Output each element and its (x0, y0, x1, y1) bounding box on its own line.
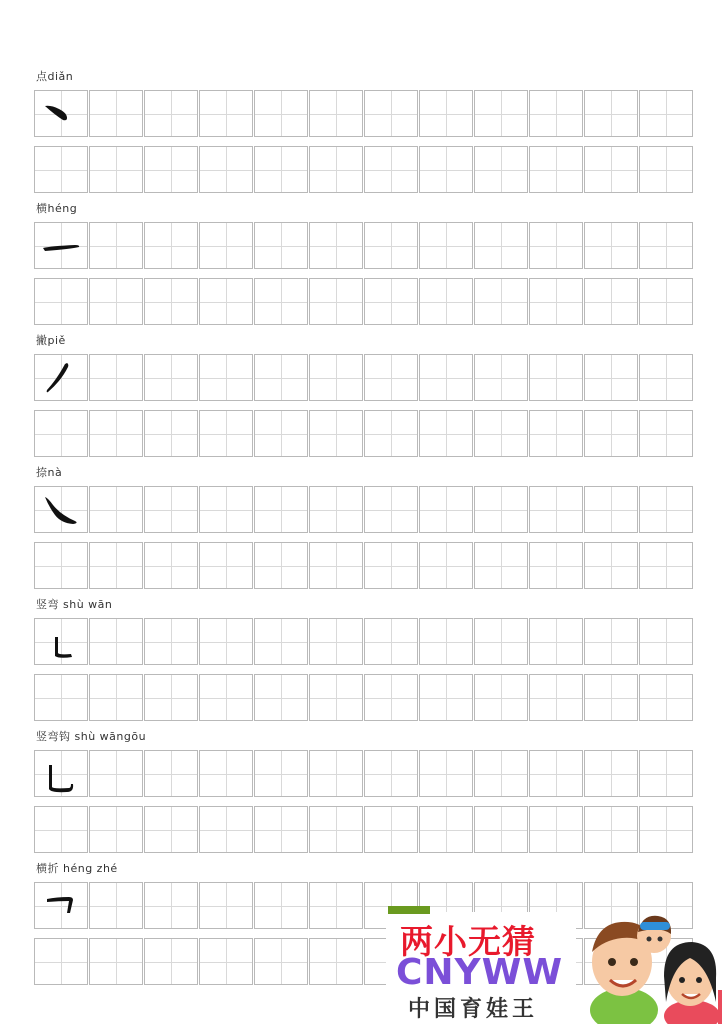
practice-cell (584, 410, 638, 457)
practice-cell (584, 542, 638, 589)
practice-cell (309, 674, 363, 721)
practice-cell (309, 146, 363, 193)
practice-cell (474, 486, 528, 533)
practice-cell (199, 410, 253, 457)
practice-cell (309, 750, 363, 797)
practice-cell (474, 222, 528, 269)
stroke-label: 竖弯钩 shù wāngōu (36, 730, 147, 743)
logo-accent-bar (388, 906, 430, 914)
practice-cell (199, 674, 253, 721)
stroke-label: 撇piě (36, 334, 66, 347)
children-mascot-illustration (572, 906, 722, 1024)
practice-cell (254, 882, 308, 929)
practice-cell (89, 674, 143, 721)
practice-cell (474, 806, 528, 853)
practice-cell (474, 750, 528, 797)
practice-cell (529, 486, 583, 533)
practice-cell (364, 410, 418, 457)
stroke-label: 竖弯 shù wān (36, 598, 113, 611)
practice-cell (144, 806, 198, 853)
practice-cell (584, 222, 638, 269)
practice-cell (309, 618, 363, 665)
practice-cell (474, 354, 528, 401)
practice-cell (144, 90, 198, 137)
practice-cell (419, 222, 473, 269)
practice-cell (199, 882, 253, 929)
practice-cell (419, 90, 473, 137)
practice-cell (309, 90, 363, 137)
practice-cell (474, 278, 528, 325)
example-stroke-cell (34, 354, 88, 401)
practice-cell (364, 354, 418, 401)
practice-cell (639, 410, 693, 457)
practice-cell (419, 618, 473, 665)
practice-cell (144, 146, 198, 193)
practice-cell (89, 486, 143, 533)
practice-cell (89, 938, 143, 985)
practice-cell (309, 486, 363, 533)
practice-cell (199, 354, 253, 401)
practice-cell (144, 410, 198, 457)
practice-cell (364, 806, 418, 853)
practice-cell (309, 542, 363, 589)
practice-cell (89, 750, 143, 797)
stroke-dian-glyph (35, 91, 89, 138)
practice-cell (364, 90, 418, 137)
example-stroke-cell (34, 90, 88, 137)
practice-cell (529, 674, 583, 721)
practice-cell (254, 410, 308, 457)
practice-cell (419, 542, 473, 589)
practice-cell (144, 222, 198, 269)
practice-cell (584, 674, 638, 721)
practice-cell (89, 278, 143, 325)
practice-row (34, 278, 692, 325)
practice-cell (419, 354, 473, 401)
practice-cell (254, 806, 308, 853)
practice-cell (639, 146, 693, 193)
practice-cell (419, 806, 473, 853)
logo-title: 两小无猜 (400, 922, 536, 961)
practice-cell (89, 542, 143, 589)
practice-cell (89, 410, 143, 457)
stroke-label: 捺nà (36, 466, 63, 479)
example-stroke-cell (34, 882, 88, 929)
practice-cell (144, 542, 198, 589)
practice-cell (199, 806, 253, 853)
practice-cell (199, 278, 253, 325)
practice-cell (89, 882, 143, 929)
practice-cell (639, 486, 693, 533)
practice-cell (89, 146, 143, 193)
practice-cell (364, 222, 418, 269)
practice-cell (254, 486, 308, 533)
stroke-label: 横折 héng zhé (36, 862, 118, 875)
practice-cell (309, 354, 363, 401)
practice-cell (34, 674, 88, 721)
practice-cell (199, 146, 253, 193)
stroke-heng-glyph (35, 223, 89, 270)
practice-cell (309, 938, 363, 985)
practice-cell (584, 618, 638, 665)
practice-cell (529, 90, 583, 137)
stroke-label: 横héng (36, 202, 78, 215)
practice-cell (529, 750, 583, 797)
practice-cell (309, 222, 363, 269)
practice-cell (144, 938, 198, 985)
example-stroke-cell (34, 618, 88, 665)
practice-cell (364, 146, 418, 193)
practice-cell (144, 486, 198, 533)
practice-cell (34, 278, 88, 325)
practice-cell (89, 618, 143, 665)
practice-row (34, 410, 692, 457)
practice-cell (474, 146, 528, 193)
practice-row (34, 354, 692, 401)
practice-cell (199, 750, 253, 797)
practice-cell (639, 750, 693, 797)
practice-cell (419, 674, 473, 721)
practice-cell (309, 410, 363, 457)
practice-cell (34, 938, 88, 985)
practice-cell (474, 674, 528, 721)
practice-cell (419, 486, 473, 533)
practice-cell (474, 410, 528, 457)
practice-row (34, 146, 692, 193)
practice-cell (419, 146, 473, 193)
practice-cell (199, 938, 253, 985)
practice-cell (364, 674, 418, 721)
practice-cell (89, 222, 143, 269)
practice-cell (529, 410, 583, 457)
practice-cell (254, 90, 308, 137)
practice-cell (254, 938, 308, 985)
stroke-label: 点diǎn (36, 70, 74, 83)
practice-cell (144, 674, 198, 721)
logo-brand: CNYWW (396, 952, 564, 993)
practice-cell (639, 278, 693, 325)
practice-cell (529, 278, 583, 325)
stroke-hengzhe-glyph (35, 883, 89, 930)
example-stroke-cell (34, 222, 88, 269)
practice-cell (639, 354, 693, 401)
practice-cell (89, 354, 143, 401)
practice-cell (529, 146, 583, 193)
practice-cell (199, 222, 253, 269)
practice-cell (144, 882, 198, 929)
practice-cell (584, 486, 638, 533)
practice-cell (474, 618, 528, 665)
stroke-shuwangou-glyph (35, 751, 89, 798)
practice-cell (419, 410, 473, 457)
practice-cell (584, 354, 638, 401)
practice-cell (34, 146, 88, 193)
practice-cell (144, 278, 198, 325)
practice-cell (529, 542, 583, 589)
practice-cell (639, 542, 693, 589)
practice-cell (34, 806, 88, 853)
practice-cell (254, 222, 308, 269)
practice-cell (419, 278, 473, 325)
practice-cell (639, 222, 693, 269)
practice-row (34, 542, 692, 589)
practice-cell (639, 674, 693, 721)
practice-row (34, 674, 692, 721)
practice-cell (144, 618, 198, 665)
example-stroke-cell (34, 486, 88, 533)
practice-cell (584, 90, 638, 137)
practice-cell (584, 806, 638, 853)
practice-cell (309, 806, 363, 853)
practice-cell (584, 750, 638, 797)
practice-row (34, 222, 692, 269)
practice-cell (199, 90, 253, 137)
practice-cell (474, 90, 528, 137)
practice-cell (364, 618, 418, 665)
practice-cell (364, 278, 418, 325)
practice-cell (254, 542, 308, 589)
practice-row (34, 750, 692, 797)
practice-cell (419, 750, 473, 797)
logo-subtitle: 中国育娃王 (408, 997, 539, 1022)
practice-cell (199, 618, 253, 665)
practice-cell (309, 882, 363, 929)
practice-row (34, 618, 692, 665)
practice-cell (529, 222, 583, 269)
practice-cell (199, 486, 253, 533)
practice-cell (254, 278, 308, 325)
example-stroke-cell (34, 750, 88, 797)
practice-cell (309, 278, 363, 325)
practice-cell (529, 354, 583, 401)
practice-cell (364, 486, 418, 533)
practice-cell (639, 806, 693, 853)
practice-row (34, 90, 692, 137)
practice-cell (254, 750, 308, 797)
brand-logo (386, 906, 725, 1024)
practice-cell (144, 750, 198, 797)
practice-cell (364, 542, 418, 589)
practice-cell (529, 806, 583, 853)
practice-cell (364, 750, 418, 797)
practice-cell (89, 90, 143, 137)
practice-cell (639, 618, 693, 665)
practice-cell (34, 542, 88, 589)
practice-row (34, 486, 692, 533)
practice-cell (584, 278, 638, 325)
practice-row (34, 806, 692, 853)
practice-cell (34, 410, 88, 457)
stroke-pie-glyph (35, 355, 89, 402)
practice-cell (254, 146, 308, 193)
practice-cell (254, 354, 308, 401)
stroke-na-glyph (35, 487, 89, 534)
practice-cell (254, 674, 308, 721)
practice-cell (639, 90, 693, 137)
stroke-shuwan-glyph (35, 619, 89, 666)
practice-cell (529, 618, 583, 665)
practice-cell (89, 806, 143, 853)
practice-cell (254, 618, 308, 665)
practice-cell (144, 354, 198, 401)
practice-cell (584, 146, 638, 193)
practice-cell (199, 542, 253, 589)
practice-cell (474, 542, 528, 589)
